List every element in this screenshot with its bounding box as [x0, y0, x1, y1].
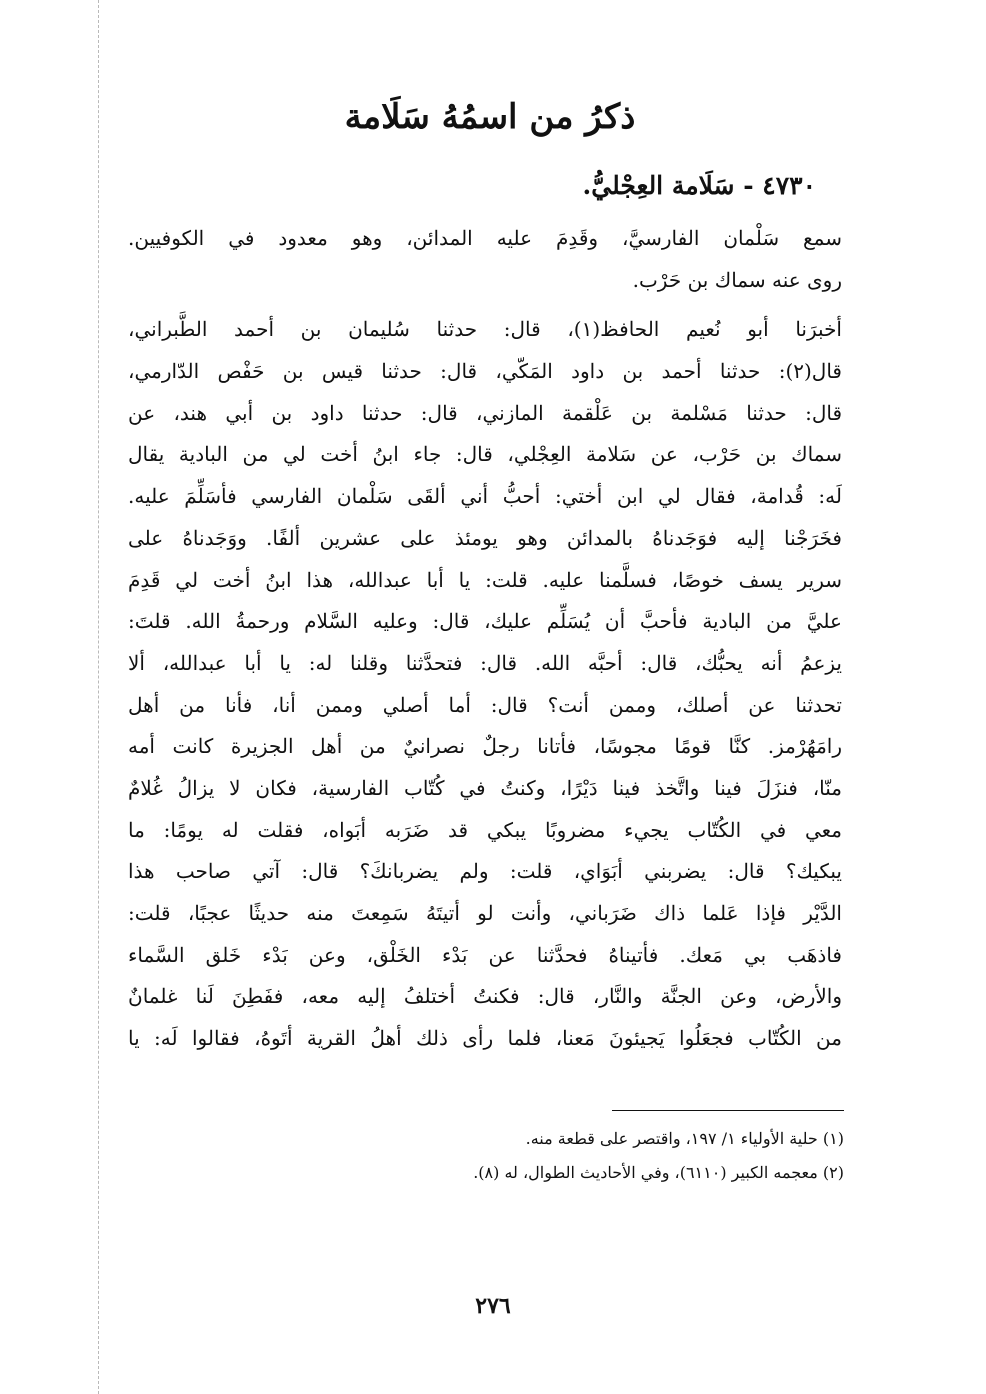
text-line: رامَهُرْمز. كنَّا قومًا مجوسًا، فأتانا رجلٌ نصرانيٌ من أهل الجزيرة كانت أمه — [128, 734, 842, 759]
text-line: تحدثنا عن أصلك، وممن أنت؟ قال: أما أصلي وممن أنا، فأنا من أهل — [128, 692, 842, 717]
text-line: عليَّ من البادية فأحبَّ أن يُسَلِّم عليك، قال: وعليه السَّلام ورحمةُ الله. قلتَ: — [128, 609, 842, 634]
text-line: معي في الكُتّاب يجيء مضروبًا يبكي قد ضَرَبه أبَواه، فقلت له يومًا: ما — [128, 817, 842, 842]
footnote-1: (١) حلية الأولياء ١/ ١٩٧، واقتصر على قطعة منه. — [525, 1129, 844, 1148]
text-line: قال(٢): حدثنا أحمد بن داود المَكّي، قال: حدثنا قيس بن حَفْص الدّارمي، — [128, 359, 842, 384]
scan-gutter-line — [98, 0, 99, 1394]
text-line: من الكُتّاب فجعَلُوا يَجيئونَ مَعنا، فلما رأى ذلك أهلُ القرية أتَوهُ، فقالوا لَه: يا — [128, 1026, 842, 1051]
text-line: سماك بن حَرْب، عن سَلامة العِجْلي، قال: جاء ابنُ أخت لي من البادية يقال — [128, 442, 842, 467]
main-text — [128, 218, 842, 1060]
text-line: أخبرَنا أبو نُعيم الحافظ(١)، قال: حدثنا سُليمان بن أحمد الطَّبراني، — [128, 317, 842, 342]
footnotes — [194, 1122, 844, 1190]
text-line: يبكيك؟ قال: يضربني أبَوَاي، قلت: ولم يضربانكَ؟ قال: آتي صاحب هذا — [128, 859, 842, 884]
text-line: يزعمُ أنه يحبُّك، قال: أحبَّه الله. قال: فتحدَّثنا وقلنا له: يا أبا عبدالله، ألا — [128, 650, 842, 675]
text-line: روى عنه سماك بن حَرْب. — [632, 267, 842, 292]
text-line: منّا، فنزَلَ فينا واتَّخذ فينا دَيْرًا، وكنتُ في كُتّاب الفارسية، فكان لا يزالُ غُلامٌ — [128, 775, 842, 800]
footnote-separator — [612, 1110, 844, 1111]
text-line: سرير يسف خوصًا، فسلَّمنا عليه. قلت: يا أبا عبدالله، هذا ابنُ أخت لي قَدِمَ — [128, 567, 842, 592]
entry-heading: ٤٧٣٠ - سَلَامة العِجْليُّ. — [582, 171, 816, 200]
text-line: والأرض، وعن الجنَّة والنَّار، قال: فكنتُ أختلفُ إليه معه، ففَطِنَ لَنا غلمانٌ — [128, 984, 842, 1009]
text-line: فخَرَجْنا إليه فوَجَدناهُ بالمدائن وهو يومئذ على عشرين ألفًا. ووَجَدناهُ على — [128, 525, 842, 550]
chapter-title: ذكرُ من اسمُهُ سَلَامة — [344, 97, 636, 137]
text-line: لَه: قُدامة، فقال لي ابن أختي: أحبُّ أني ألقَى سَلْمان الفارسي فأسَلِّمَ عليه. — [128, 484, 842, 509]
text-line: فاذهَب بي مَعك. فأتيناهُ فحدَّثنا عن بَدْء الخَلْق، وعن بَدْء خَلق السَّماء — [128, 942, 842, 967]
text-line: قال: حدثنا مَسْلمة بن عَلْقمة المازني، قال: حدثنا داود بن أبي هند، عن — [128, 400, 842, 425]
footnote-2: (٢) معجمه الكبير (٦١١٠)، وفي الأحاديث الطوال، له (٨). — [473, 1163, 844, 1182]
text-line: الدَّيْر فإذا عَلما ذاك ضَرَباني، وأنت لو أتيتَهُ سَمِعتَ منه حديثًا عجبًا، قلت: — [128, 901, 842, 925]
text-line: سمع سَلْمان الفارسيَّ، وقَدِمَ عليه المدائن، وهو معدود في الكوفيين. — [128, 226, 842, 250]
page-number: ٢٧٦ — [475, 1293, 511, 1319]
